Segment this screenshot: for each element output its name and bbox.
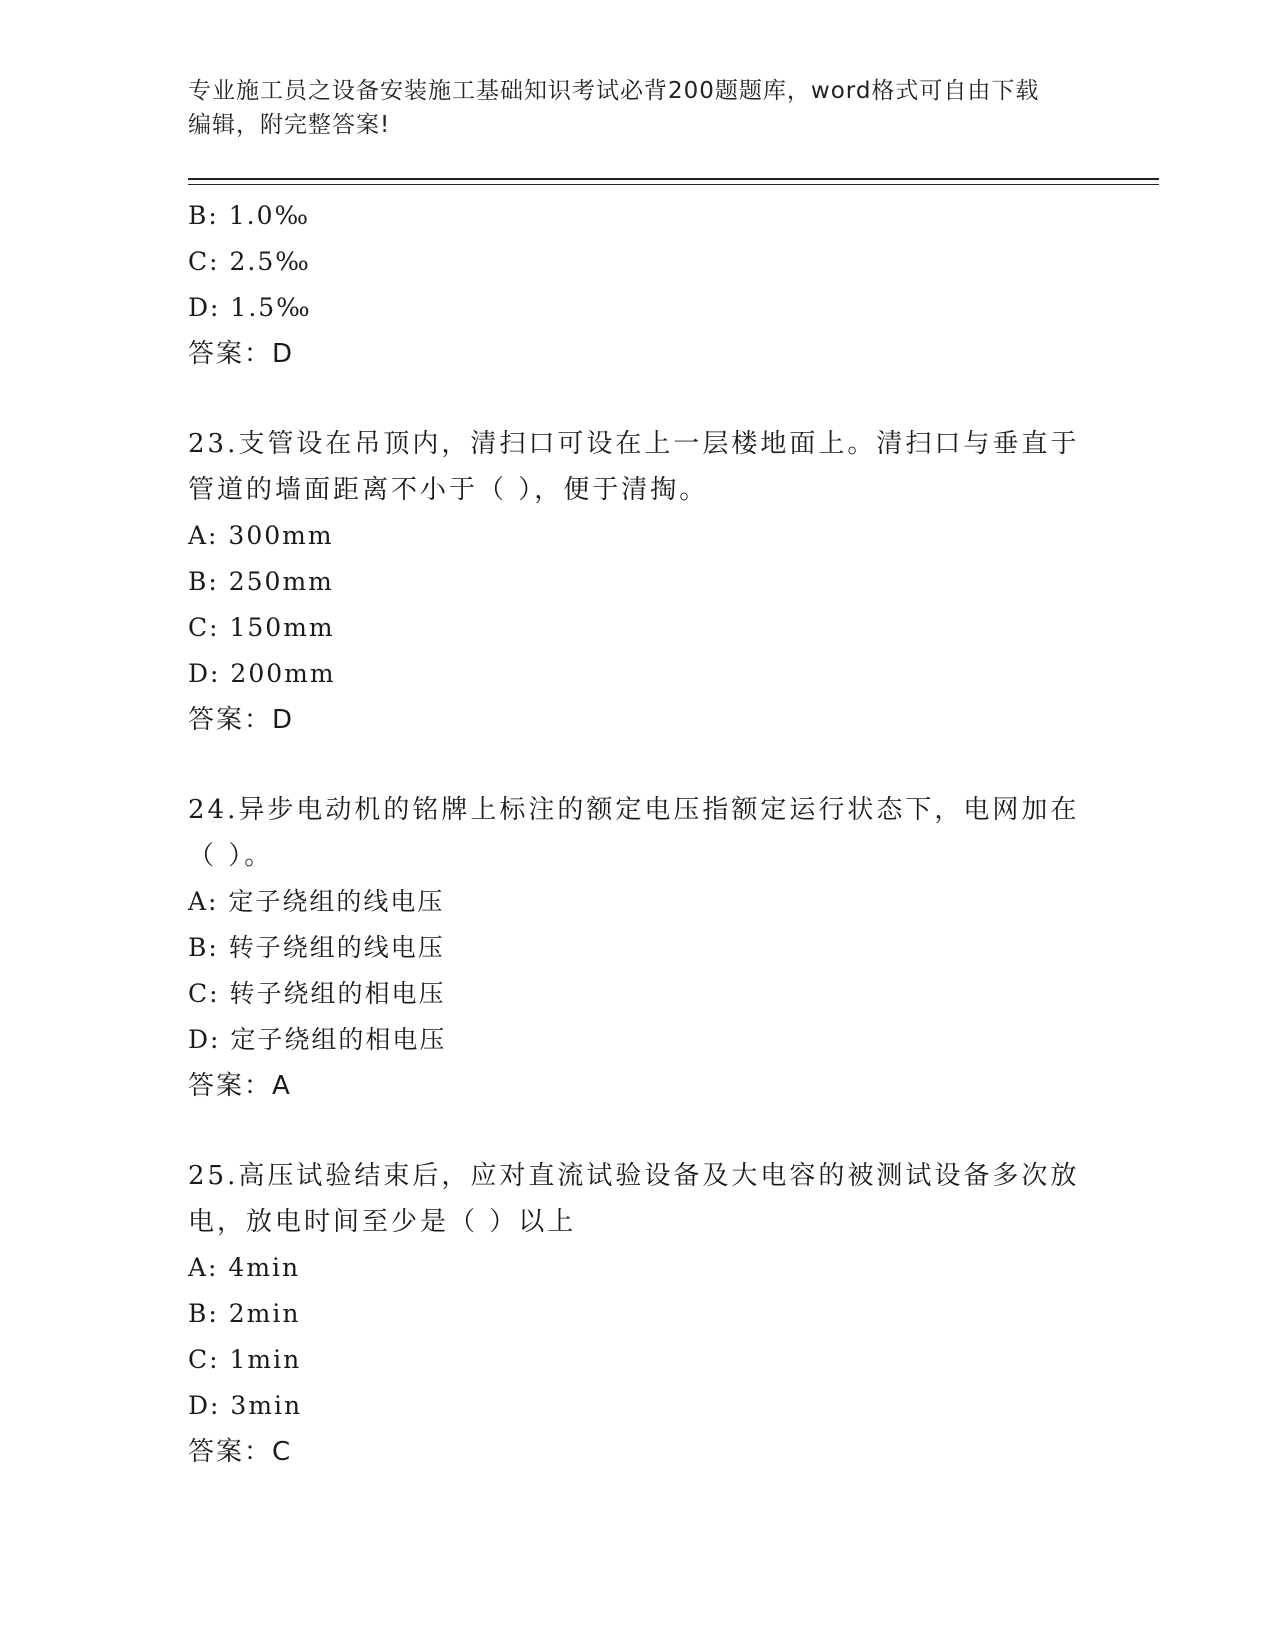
answer-line: 答案：A (188, 1071, 292, 1101)
option-d: D: 200mm (188, 659, 336, 688)
option-d: D: 1.5‰ (188, 293, 312, 322)
option-a: A: 定子绕组的线电压 (188, 887, 445, 916)
option-c: C: 2.5‰ (188, 247, 311, 276)
document-header (188, 74, 1088, 142)
option-a: A: 4min (188, 1253, 301, 1282)
question-stem-line-1: 24.异步电动机的铭牌上标注的额定电压指额定运行状态下，电网加在 (188, 795, 1080, 825)
answer-line: 答案：D (188, 339, 295, 369)
option-b: B: 2min (188, 1299, 301, 1328)
question-24 (188, 787, 1088, 1109)
question-25 (188, 1153, 1088, 1475)
answer-line: 答案：C (188, 1437, 293, 1467)
question-list (188, 193, 1088, 1475)
question-stem-line-2: （ ）。 (188, 841, 274, 871)
answer-line: 答案：D (188, 705, 295, 735)
option-c: C: 150mm (188, 613, 335, 642)
question-22-continued (188, 193, 1088, 377)
question-stem-line-2: 管道的墙面距离不小于（ ），便于清掏。 (188, 475, 709, 505)
option-d: D: 定子绕组的相电压 (188, 1025, 447, 1054)
header-divider-thin (188, 184, 1159, 185)
option-b: B: 转子绕组的线电压 (188, 933, 445, 962)
option-a: A: 300mm (188, 521, 334, 550)
header-divider-thick (188, 178, 1159, 180)
option-b: B: 250mm (188, 567, 334, 596)
header-line-1: 专业施工员之设备安装施工基础知识考试必背200题题库，word格式可自由下载 (188, 78, 1040, 104)
option-b: B: 1.0‰ (188, 201, 311, 230)
question-stem-line-2: 电，放电时间至少是（ ）以上 (188, 1207, 577, 1237)
question-stem-line-1: 23.支管设在吊顶内，清扫口可设在上一层楼地面上。清扫口与垂直于 (188, 429, 1080, 459)
option-c: C: 1min (188, 1345, 302, 1374)
question-stem-line-1: 25.高压试验结束后，应对直流试验设备及大电容的被测试设备多次放 (188, 1161, 1080, 1191)
question-23 (188, 421, 1088, 743)
option-d: D: 3min (188, 1391, 303, 1420)
option-c: C: 转子绕组的相电压 (188, 979, 446, 1008)
header-line-2: 编辑，附完整答案! (188, 112, 391, 138)
